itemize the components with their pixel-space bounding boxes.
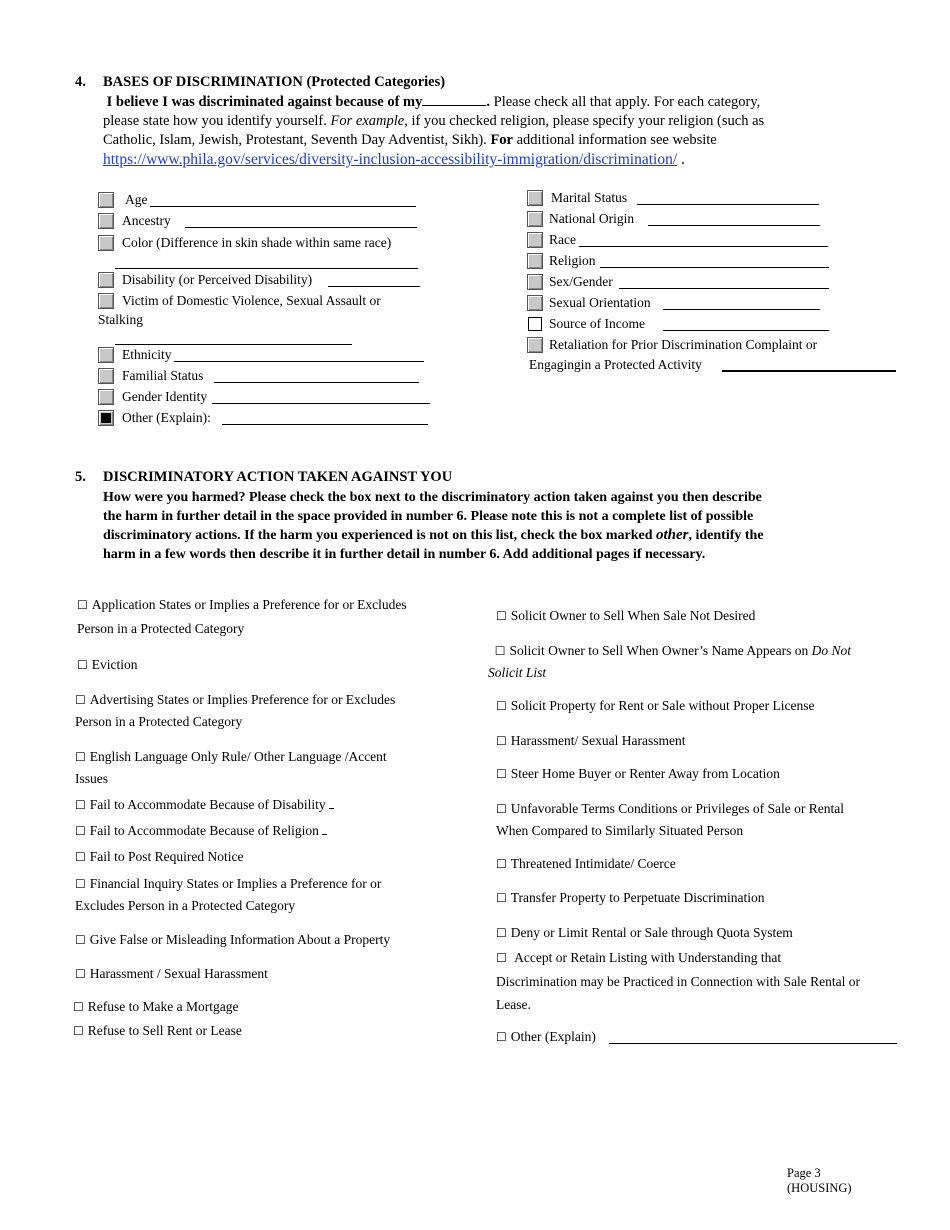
blank [322,824,327,835]
checkbox-icon[interactable]: ☐ [75,824,86,838]
other-explain-blank[interactable] [609,1043,897,1044]
national-origin-checkbox[interactable] [527,211,543,227]
sexual-orientation-blank[interactable] [663,309,820,310]
section-5-description [103,488,883,564]
action-quota-system[interactable] [496,922,793,944]
age-label: Age [125,192,148,207]
other-checkbox[interactable] [98,410,114,426]
action-solicit-owner-sell[interactable] [496,605,755,627]
source-of-income-blank[interactable] [663,330,829,331]
checkbox-icon[interactable]: ☐ [496,857,507,871]
action-threatened[interactable] [496,853,676,875]
checkbox-icon[interactable]: ☐ [75,933,86,947]
action-label-line2: Person in a Protected Category [75,714,243,729]
checkbox-icon[interactable]: ☐ [75,693,86,707]
action-transfer-property[interactable] [496,887,764,909]
action-label-line2: Person in a Protected Category [77,621,245,636]
retaliation-label-line1: Retaliation for Prior Discrimination Complaint or [549,337,818,352]
desc-line2: the harm in further detail in the space provided in number 6. Please note this is not a complete list of possible [103,509,754,524]
page-category: (HOUSING) [787,1181,852,1195]
color-checkbox[interactable] [98,235,114,251]
action-harassment-right[interactable] [496,730,685,752]
action-label: English Language Only Rule/ Other Language /Accent [89,749,387,764]
action-label: Steer Home Buyer or Renter Away from Location [510,766,780,781]
color-blank[interactable] [115,268,418,269]
action-english-only[interactable] [75,746,455,790]
action-label: Financial Inquiry States or Implies a Preference for or [89,876,382,891]
intro-for: For [490,132,513,148]
age-checkbox[interactable] [98,192,114,208]
domestic-violence-label-line1: Victim of Domestic Violence, Sexual Assault or [122,293,381,308]
action-label-line2: Excludes Person in a Protected Category [75,898,296,913]
checkbox-icon[interactable]: ☐ [75,798,86,812]
section-5-number: 5. [75,469,86,485]
domestic-violence-label-line2: Stalking [98,312,144,327]
age-blank[interactable] [150,206,416,207]
national-origin-label: National Origin [549,211,635,226]
action-label: Unfavorable Terms Conditions or Privileges of Sale or Rental [510,801,845,816]
checkbox-icon[interactable]: ☐ [496,926,507,940]
action-fail-accommodate-disability[interactable] [75,794,334,816]
action-refuse-sell-rent[interactable] [73,1020,242,1042]
discrimination-website-link[interactable]: https://www.phila.gov/services/diversity-inclusion-accessibility-immigration/discrimination/ [103,151,678,168]
national-origin-blank[interactable] [648,225,820,226]
ethnicity-label: Ethnicity [122,347,172,362]
religion-blank[interactable] [600,267,829,268]
color-label: Color (Difference in skin shade within same race) [122,235,392,250]
checkbox-icon[interactable]: ☐ [73,1000,84,1014]
action-label: Eviction [91,657,138,672]
action-label: Fail to Accommodate Because of Disability [89,797,326,812]
intro-line2a: please state how you identify yourself. [103,113,331,129]
marital-status-checkbox[interactable] [527,190,543,206]
disability-label: Disability (or Perceived Disability) [122,272,313,287]
checkbox-icon[interactable]: ☐ [496,609,507,623]
race-checkbox[interactable] [527,232,543,248]
action-fail-post-notice[interactable] [75,846,244,868]
disability-checkbox[interactable] [98,272,114,288]
action-label: Harassment/ Sexual Harassment [510,733,686,748]
checkbox-icon[interactable]: ☐ [496,891,507,905]
sex-gender-checkbox[interactable] [527,274,543,290]
checkbox-icon[interactable]: ☐ [496,734,507,748]
action-label: Give False or Misleading Information About a Property [89,932,391,947]
section-5-title: DISCRIMINATORY ACTION TAKEN AGAINST YOU [103,469,453,485]
intro-line3a: Catholic, Islam, Jewish, Protestant, Seventh Day Adventist, Sikh). [103,132,491,148]
action-label-line2: Solicit List [488,665,547,680]
section-4-title: BASES OF DISCRIMINATION (Protected Categories) [103,74,446,90]
action-label: Solicit Property for Rent or Sale without Proper License [510,698,815,713]
action-unfavorable-terms[interactable] [496,798,896,842]
action-solicit-do-not-solicit[interactable] [488,640,888,684]
action-solicit-without-license[interactable] [496,695,814,717]
action-label: Refuse to Sell Rent or Lease [87,1023,242,1038]
ancestry-blank[interactable] [185,227,417,228]
action-label: Deny or Limit Rental or Sale through Quota System [510,925,793,940]
checkbox-icon[interactable]: ☐ [496,802,507,816]
familial-status-label: Familial Status [122,368,204,383]
checkbox-icon[interactable]: ☐ [496,767,507,781]
checkbox-icon[interactable]: ☐ [73,1024,84,1038]
desc-line3b: , identify the [688,528,764,543]
action-label: Transfer Property to Perpetuate Discrimination [510,890,765,905]
intro-line2b: , if you checked religion, please specify your religion (such as [404,113,765,129]
action-label: Accept or Retain Listing with Understanding that [514,950,782,965]
action-accept-listing[interactable] [496,946,896,1016]
action-harassment-left[interactable] [75,963,268,985]
familial-status-blank[interactable] [214,382,419,383]
intro-example: For example [330,113,405,129]
domestic-violence-checkbox[interactable] [98,293,114,309]
action-label-line3: Lease. [496,997,531,1012]
action-label: Other (Explain) [510,1029,596,1044]
section-4-intro [103,92,863,169]
action-application-preference[interactable] [77,594,457,640]
blank [329,798,334,809]
checkbox-icon[interactable]: ☐ [77,658,88,672]
domestic-violence-blank[interactable] [115,344,352,345]
checkbox-icon[interactable]: ☐ [75,750,86,764]
ethnicity-blank[interactable] [174,361,424,362]
action-advertising-preference[interactable] [75,689,455,733]
checkbox-icon[interactable]: ☐ [496,951,507,965]
sex-gender-blank[interactable] [619,288,829,289]
intro-blank [422,92,486,106]
action-other-explain[interactable] [496,1026,596,1048]
action-label: Threatened Intimidate/ Coerce [510,856,676,871]
action-label: Advertising States or Implies Preference for or Excludes [89,692,396,707]
desc-other: other [655,527,689,543]
action-label-line2: When Compared to Similarly Situated Person [496,823,744,838]
sexual-orientation-label: Sexual Orientation [549,295,651,310]
checkbox-icon[interactable]: ☐ [494,644,506,658]
ethnicity-checkbox[interactable] [98,347,114,363]
checkbox-icon[interactable]: ☐ [75,967,86,981]
desc-line1: How were you harmed? Please check the box next to the discriminatory action taken against you then describe [103,490,762,505]
checkbox-icon[interactable]: ☐ [496,1030,507,1044]
source-of-income-label: Source of Income [549,316,645,331]
page-number: Page 3 [787,1166,821,1180]
section-4-number: 4. [75,74,86,90]
gender-identity-label: Gender Identity [122,389,208,404]
intro-line3b: additional information see website [512,132,717,148]
action-label-italic: Do Not [811,643,851,658]
action-label-line2: Discrimination may be Practiced in Connection with Sale Rental or [496,974,861,989]
action-label: Application States or Implies a Preference for or Excludes [91,597,407,612]
ancestry-label: Ancestry [122,213,171,228]
action-label: Fail to Post Required Notice [89,849,244,864]
action-label: Fail to Accommodate Because of Religion [89,823,319,838]
retaliation-blank[interactable] [722,370,896,372]
other-label: Other (Explain): [122,410,211,425]
retaliation-checkbox[interactable] [527,337,543,353]
familial-status-checkbox[interactable] [98,368,114,384]
action-eviction[interactable] [77,654,138,676]
intro-bold: I believe I was discriminated against because of my [106,94,423,110]
action-refuse-mortgage[interactable] [73,996,238,1018]
action-label: Solicit Owner to Sell When Sale Not Desired [510,608,756,623]
gender-identity-blank[interactable] [212,403,430,404]
action-label: Harassment / Sexual Harassment [89,966,268,981]
intro-period: . [486,94,491,110]
checkbox-icon[interactable]: ☐ [77,598,88,612]
race-blank[interactable] [579,246,828,247]
religion-checkbox[interactable] [527,253,543,269]
religion-label: Religion [549,253,596,268]
marital-status-blank[interactable] [637,204,819,205]
action-financial-inquiry[interactable] [75,873,455,917]
page-footer [787,1166,852,1196]
action-label-line2: Issues [75,771,108,786]
marital-status-label: Marital Status [551,190,628,205]
checkbox-icon[interactable]: ☐ [75,850,86,864]
checkbox-icon[interactable]: ☐ [75,877,86,891]
sexual-orientation-checkbox[interactable] [527,295,543,311]
ancestry-checkbox[interactable] [98,213,114,229]
desc-line3a: discriminatory actions. If the harm you experienced is not on this list, check the box marked [103,528,656,543]
checkbox-icon[interactable]: ☐ [496,699,507,713]
disability-blank[interactable] [328,286,420,287]
action-steer-buyer[interactable] [496,763,780,785]
source-of-income-checkbox[interactable] [528,317,542,331]
retaliation-label-line2: Engagingin a Protected Activity [529,357,702,372]
sex-gender-label: Sex/Gender [549,274,613,289]
url-after: . [677,151,685,168]
action-label: Solicit Owner to Sell When Owner’s Name Appears on [509,643,812,658]
desc-line4: harm in a few words then describe it in further detail in number 6. Add additional pages if necessary. [103,547,706,562]
race-label: Race [549,232,576,247]
intro-rest: Please check all that apply. For each category, [490,94,761,110]
action-label: Refuse to Make a Mortgage [87,999,239,1014]
action-fail-accommodate-religion[interactable] [75,820,327,842]
gender-identity-checkbox[interactable] [98,389,114,405]
other-blank[interactable] [222,424,428,425]
action-false-information[interactable] [75,929,390,951]
